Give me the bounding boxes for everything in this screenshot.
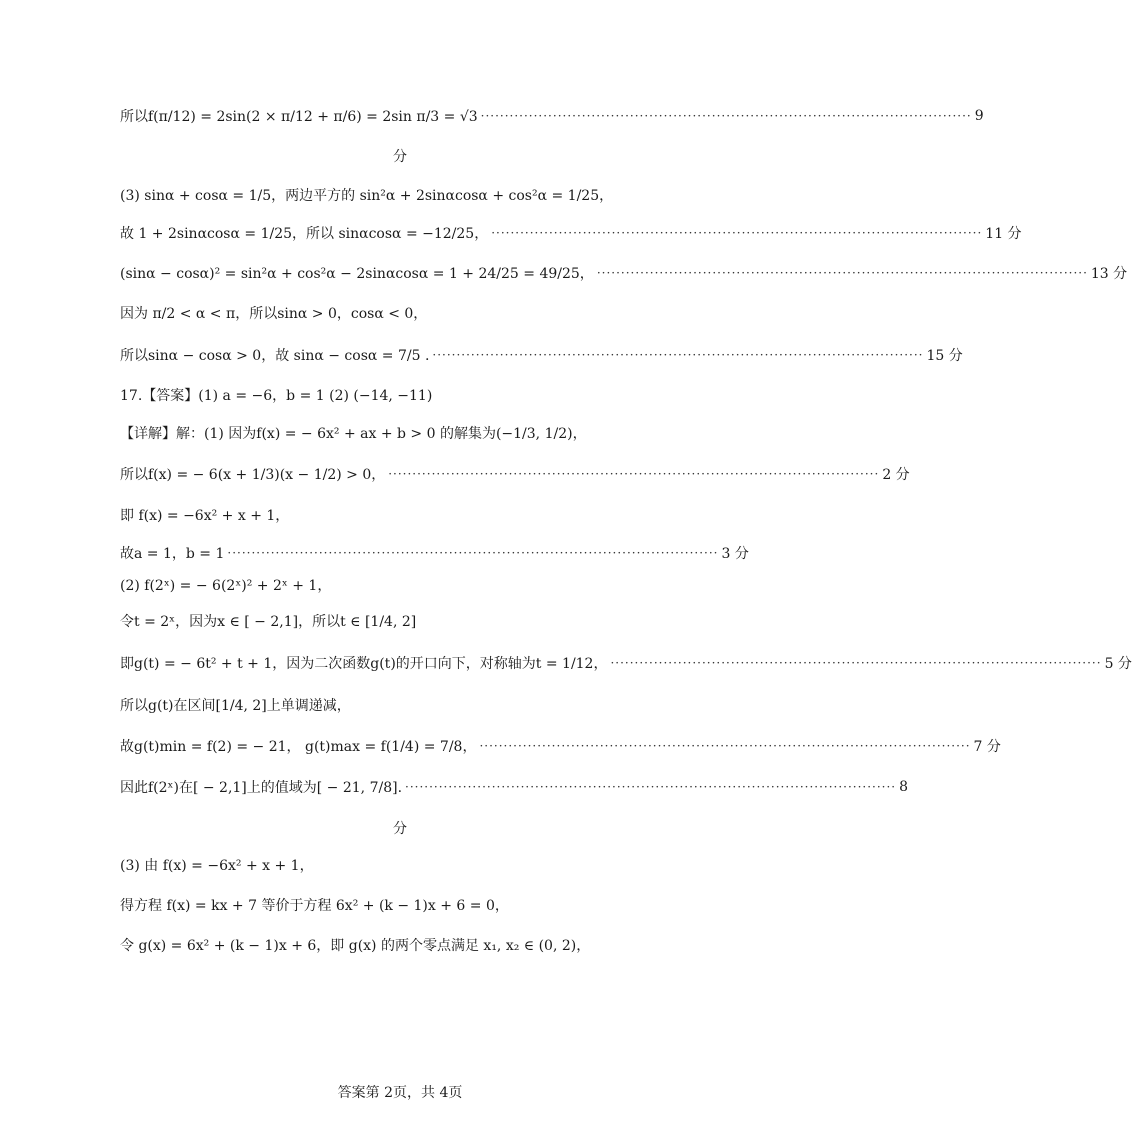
solution-line xyxy=(120,180,680,210)
dot-leader: ······································································································ xyxy=(432,348,924,362)
line-text: 令 g(x) = 6x² + (k − 1)x + 6，即 g(x) 的两个零点满足 x₁, x₂ ∈ (0, 2)， xyxy=(120,938,591,954)
solution-line xyxy=(120,500,680,530)
line-text: 所以f(π/12) = 2sin(2 × π/12 + π/6) = 2sin π/3 = √3 xyxy=(120,109,478,125)
line-text: 所以sinα − cosα > 0，故 sinα − cosα = 7/5 . xyxy=(120,348,430,364)
solution-line xyxy=(120,690,680,720)
solution-line xyxy=(120,101,984,131)
solution-line xyxy=(120,418,680,448)
dot-leader: ······································································································ xyxy=(610,656,1102,670)
solution-line xyxy=(120,850,680,880)
solution-line xyxy=(120,930,680,960)
line-text: 17.【答案】(1) a = −6，b = 1 (2) (−14, −11) xyxy=(120,388,433,404)
solution-line xyxy=(120,538,749,568)
score: 13 分 xyxy=(1090,266,1128,282)
dot-leader: ······································································································ xyxy=(227,546,719,560)
dot-leader: ······································································································ xyxy=(491,226,983,240)
score: 5 分 xyxy=(1104,656,1132,672)
solution-line xyxy=(120,772,909,802)
score: 9 xyxy=(974,108,984,124)
score-unit: 分 xyxy=(393,149,407,165)
dot-leader: ······································································································ xyxy=(480,109,972,123)
line-text: 故 1 + 2sinαcosα = 1/25，所以 sinαcosα = −12/25， xyxy=(120,226,489,242)
page-footer: 答案第 2页，共 4页 xyxy=(337,1085,463,1101)
line-text: (3) 由 f(x) = −6x² + x + 1， xyxy=(120,858,314,874)
line-text: (sinα − cosα)² = sin²α + cos²α − 2sinαcosα = 1 + 24/25 = 49/25， xyxy=(120,266,594,282)
solution-line xyxy=(120,340,963,370)
score: 8 xyxy=(899,779,909,795)
line-text: 即g(t) = − 6t² + t + 1，因为二次函数g(t)的开口向下，对称轴为t = 1/12， xyxy=(120,656,608,672)
score: 2 分 xyxy=(882,467,910,483)
line-text: 故g(t)min = f(2) = − 21， g(t)max = f(1/4) = 7/8， xyxy=(120,739,477,755)
dot-leader: ······································································································ xyxy=(405,780,897,794)
line-text: 因此f(2ˣ)在[ − 2,1]上的值域为[ − 21, 7/8]. xyxy=(120,780,403,796)
score: 15 分 xyxy=(926,348,963,364)
line-text: 令t = 2ˣ，因为x ∈ [ − 2,1]，所以t ∈ [1/4, 2] xyxy=(120,614,417,630)
line-text: (2) f(2ˣ) = − 6(2ˣ)² + 2ˣ + 1， xyxy=(120,578,332,594)
dot-leader: ······································································································ xyxy=(388,467,880,481)
solution-line xyxy=(120,890,680,920)
line-text: 所以g(t)在区间[1/4, 2]上单调递减， xyxy=(120,698,351,714)
dot-leader: ······································································································ xyxy=(596,266,1088,280)
line-text: 得方程 f(x) = kx + 7 等价于方程 6x² + (k − 1)x + 6 = 0， xyxy=(120,898,509,914)
solution-line xyxy=(120,606,680,636)
solution-line xyxy=(120,218,1022,248)
solution-line xyxy=(120,258,1128,288)
answer-heading xyxy=(120,380,680,410)
score: 3 分 xyxy=(721,546,749,562)
score: 7 分 xyxy=(973,739,1001,755)
solution-line xyxy=(120,648,1132,678)
dot-leader: ······································································································ xyxy=(479,739,971,753)
score-unit: 分 xyxy=(393,821,407,837)
line-text: (3) sinα + cosα = 1/5，两边平方的 sin²α + 2sinαcosα + cos²α = 1/25， xyxy=(120,188,614,204)
line-text: 即 f(x) = −6x² + x + 1， xyxy=(120,508,290,524)
line-text: 故a = 1，b = 1 xyxy=(120,546,225,562)
line-text: 因为 π/2 < α < π，所以sinα > 0，cosα < 0， xyxy=(120,306,428,322)
solution-line xyxy=(120,298,680,328)
score: 11 分 xyxy=(985,226,1022,242)
solution-line xyxy=(120,459,910,489)
line-text: 所以f(x) = − 6(x + 1/3)(x − 1/2) > 0， xyxy=(120,467,386,483)
line-text: 【详解】解：(1) 因为f(x) = − 6x² + ax + b > 0 的解集为(−1/3, 1/2)， xyxy=(120,426,587,442)
solution-line xyxy=(120,570,680,600)
solution-line xyxy=(120,731,1001,761)
